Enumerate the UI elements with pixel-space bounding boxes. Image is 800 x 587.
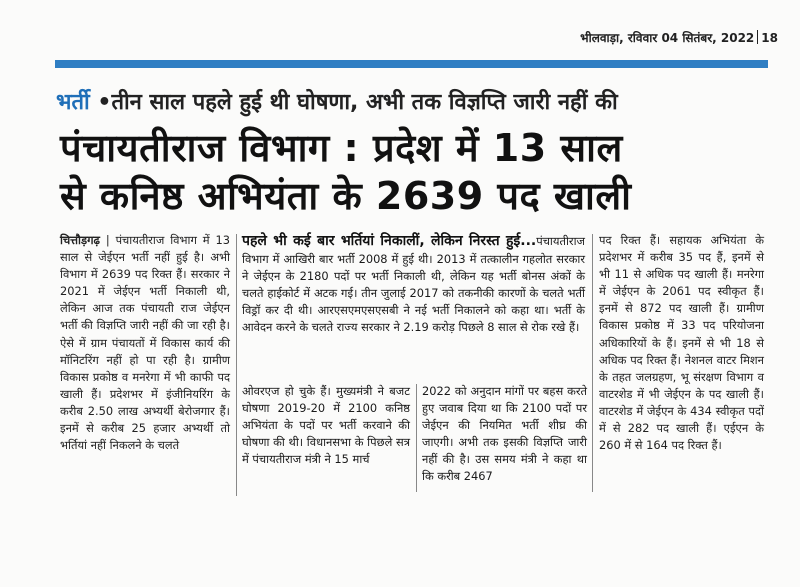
dateline-divider <box>757 30 758 44</box>
column-divider <box>416 384 417 492</box>
column-divider <box>592 234 593 492</box>
article-subsection <box>242 232 585 336</box>
page-number: 18 <box>761 31 778 45</box>
article-column-3 <box>422 383 587 486</box>
column-3-text: 2022 को अनुदान मांगों पर बहस करते हुए जवाब दिया था कि 2100 पदों पर जेईएन की नियमित भर्ती शीघ्र की जाएगी। अभी तक इसकी विज्ञप्ति जारी नहीं की है। उस समय मंत्री ने कहा था कि करीब 2467 <box>422 384 587 484</box>
kicker-tag: भर्ती <box>56 90 90 115</box>
article-column-4 <box>599 232 764 454</box>
place-date: भीलवाड़ा, रविवार 04 सितंबर, 2022 <box>580 31 755 45</box>
article-column-1 <box>60 232 230 454</box>
subsection-text: पंचायतीराज विभाग में आखिरी बार भर्ती 2008 में हुई थी। 2013 में तत्कालीन गहलोत सरकार ने जेईएन के 2180 पदों पर भर्ती निकाली थी, लेकिन यह भर्ती बोनस अंकों के चलते हाईकोर्ट में अटक गई। तीन जुलाई 2017 को तकनीकी कारणों के चलते भर्ती विड्रॉ कर दी थी। आरएसएमएसएसबी ने नई भर्ती निकालने को कहा था। भर्ती के आवेदन करने के चलते राज्य सरकार ने 2.19 करोड़ पिछले 8 साल से रोक रखे हैं। <box>242 234 585 335</box>
column-2-text: ओवरएज हो चुके हैं। मुख्यमंत्री ने बजट घोषणा 2019-20 में 2100 कनिष्ठ अभियंता के पदों पर भर्ती करवाने की घोषणा की थी। विधानसभा के पिछले सत्र में पंचायतीराज मंत्री ने 15 मार्च <box>242 384 410 467</box>
headline-line-2: से कनिष्ठ अभियंता के 2639 पद खाली <box>60 174 632 218</box>
column-4-text: पद रिक्त हैं। सहायक अभियंता के प्रदेशभर में करीब 35 पद हैं, इनमें से भी 11 से अधिक पद खाली हैं। मनरेगा में जेईएन के 2061 पद स्वीकृत हैं। इनमें से 872 पद खाली हैं। ग्रामीण विकास प्रकोष्ठ में 33 पद परियोजना अधिकारियों के हैं। इनमें से भी 18 से अधिक पद रिक्त हैं। नेशनल वाटर मिशन के तहत जलग्रहण, भू संरक्षण विभाग व वाटरशेड में भी जेईएन के पद खाली हैं। वाटरशेड में जेईएन के 434 स्वीकृत पदों में से 282 पद खाली हैं। एईएन के 260 में से 164 पद रिक्त हैं। <box>599 233 764 453</box>
article-column-2 <box>242 383 410 468</box>
subheading: पहले भी कई बार भर्तियां निकालीं, लेकिन निरस्त हुई... <box>242 233 537 249</box>
section-color-bar <box>55 60 768 68</box>
headline-line-1: पंचायतीराज विभाग : प्रदेश में 13 साल <box>60 126 623 170</box>
article-dateline: चित्तौड़गढ़ <box>60 233 100 247</box>
kicker-line <box>56 86 618 116</box>
column-divider <box>236 234 237 496</box>
headline <box>60 124 770 220</box>
kicker-text: •तीन साल पहले हुई थी घोषणा, अभी तक विज्ञप्ति जारी नहीं की <box>89 90 618 115</box>
column-1-text: | पंचायतीराज विभाग में 13 साल से जेईएन भर्ती नहीं हुई है। अभी विभाग में 2639 पद रिक्त हैं। सरकार ने 2021 में जेईएन भर्ती निकाली थी, लेकिन आज तक पंचायती राज जेईएन भर्ती की विज्ञप्ति जारी नहीं की जा रही है। ऐसे में ग्राम पंचायतों में विकास कार्य की मॉनिटरिंग नहीं हो पा रही है। ग्रामीण विकास प्रकोष्ठ व मनरेगा में भी काफी पद खाली हैं। प्रदेशभर में इंजीनियरिंग के करीब 2.50 लाख अभ्यर्थी बेरोजगार हैं। इनमें से करीब 25 हजार अभ्यर्थी तो भर्तियां नहीं निकलने के चलते <box>60 233 230 453</box>
page-dateline <box>580 29 778 46</box>
